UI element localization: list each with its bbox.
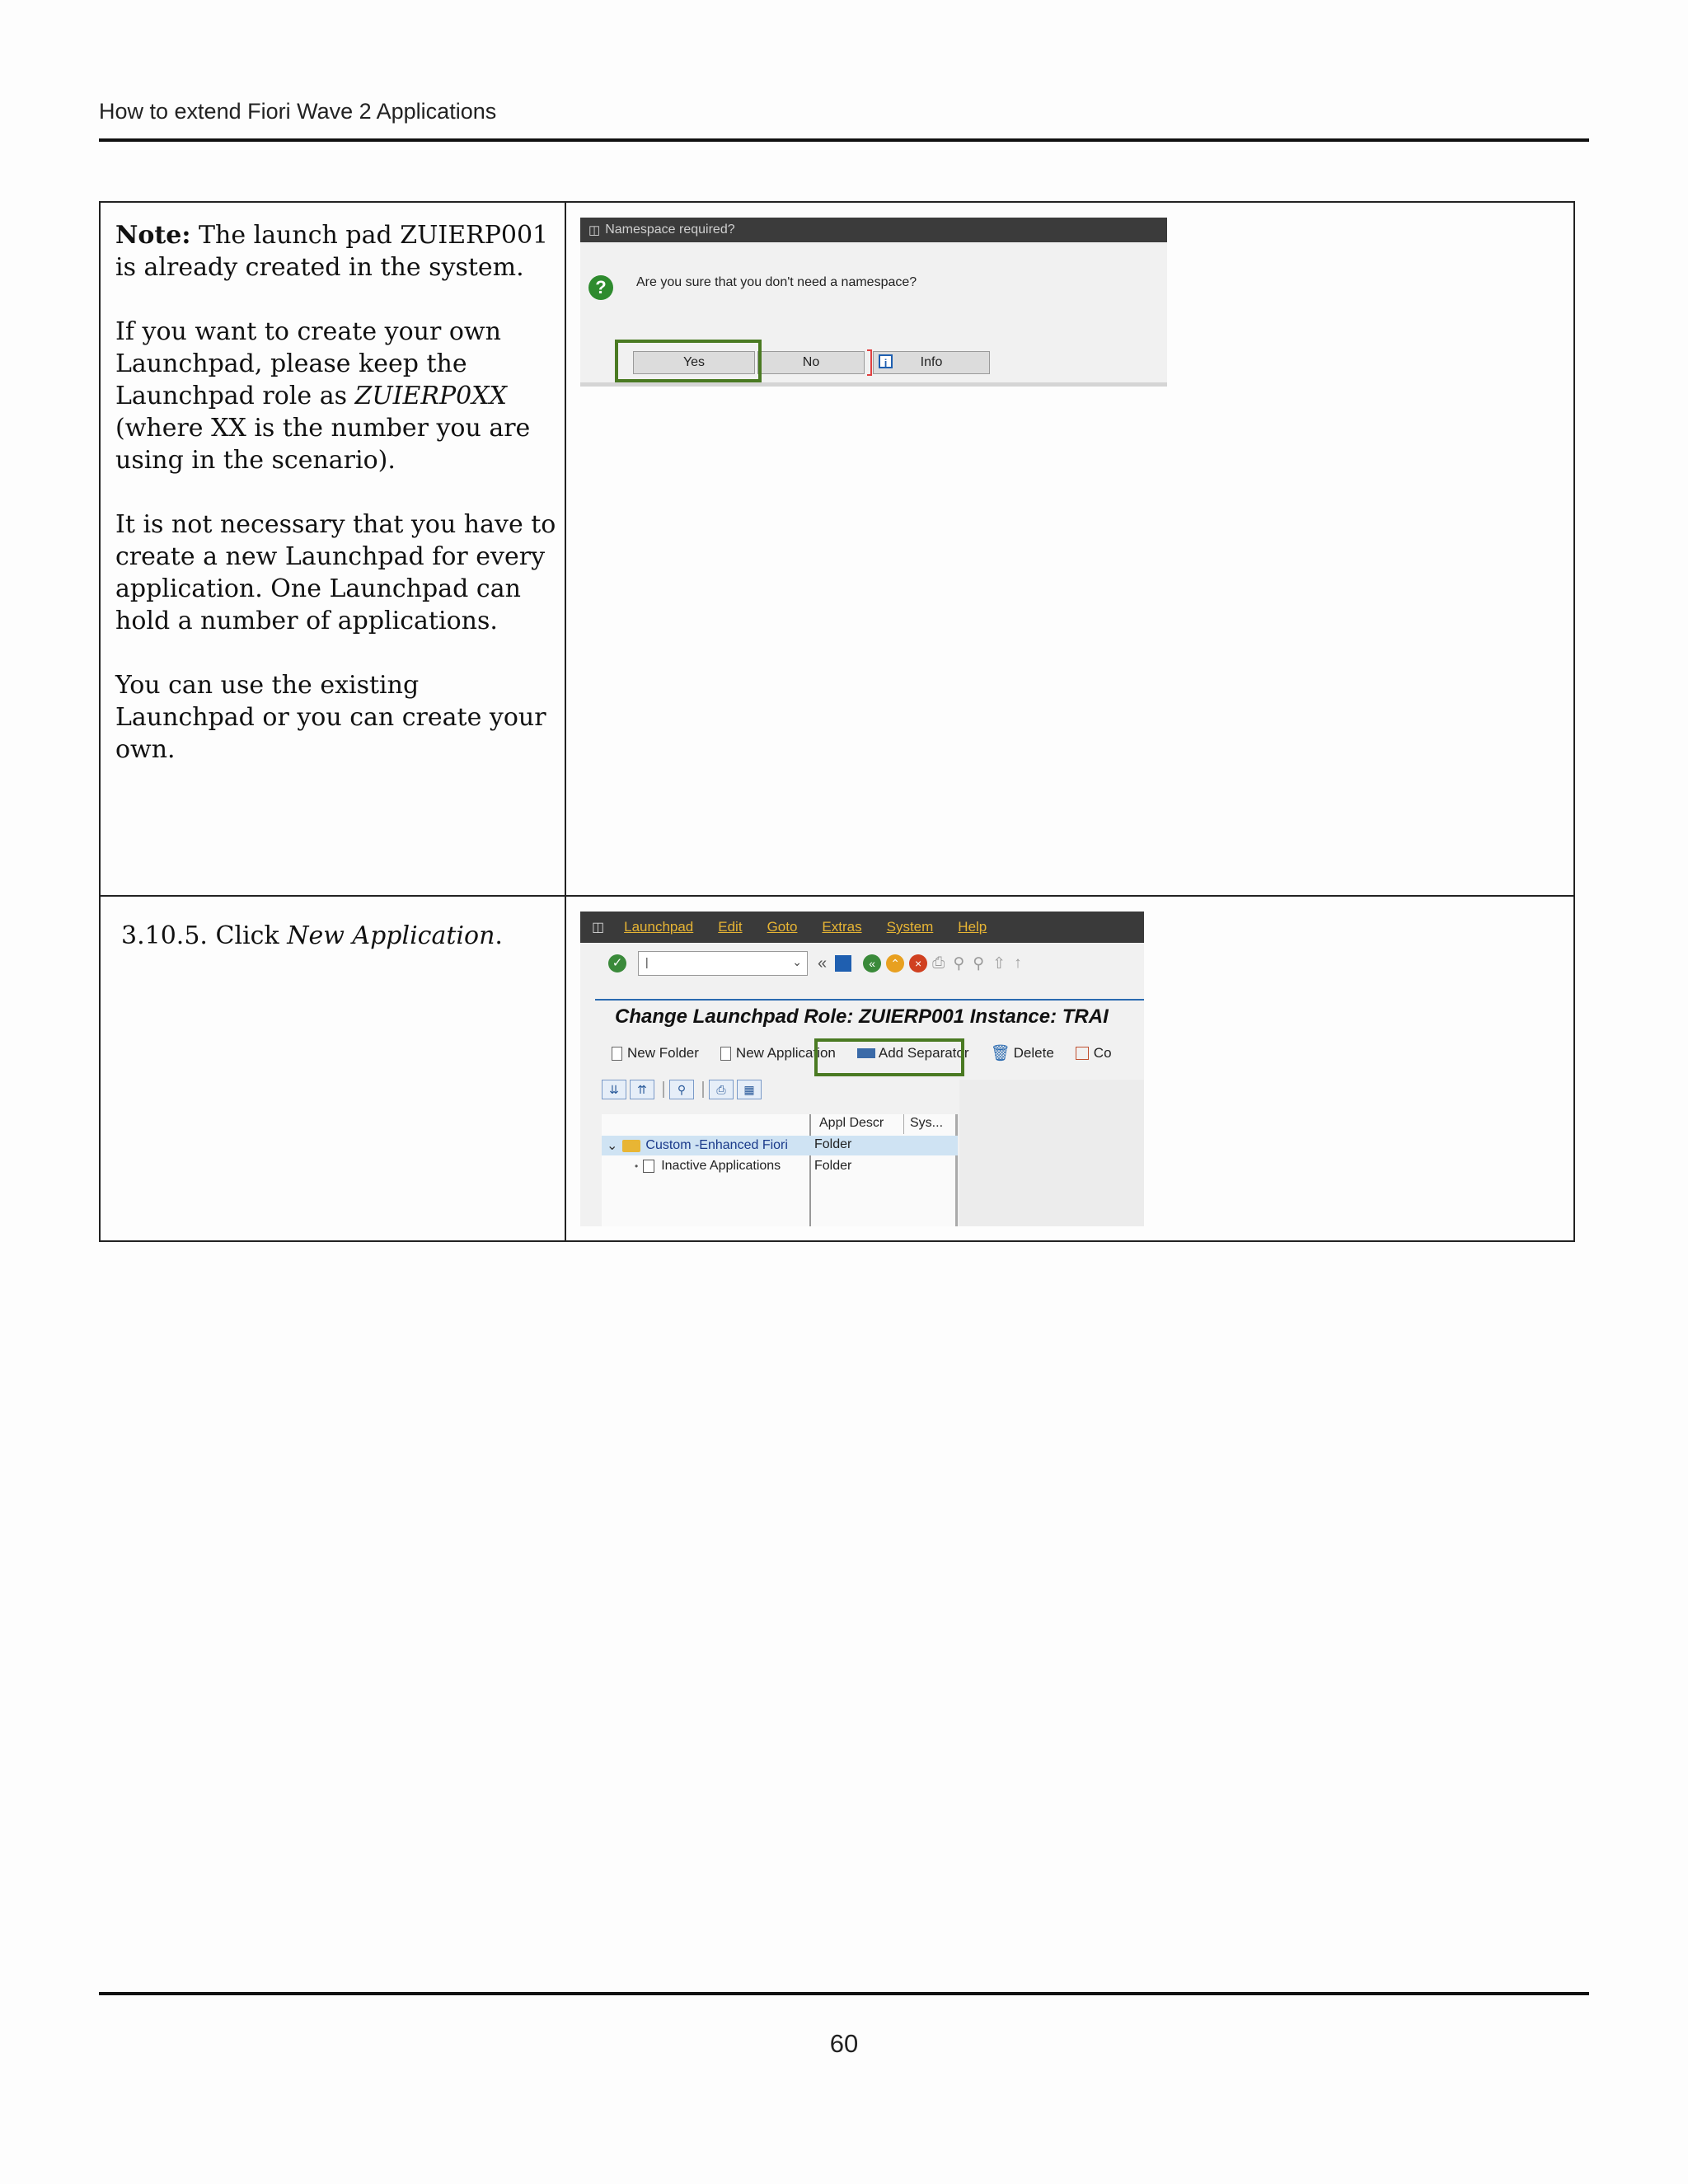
new-application-highlight-box (814, 1038, 964, 1076)
enter-check-icon[interactable]: ✓ (608, 954, 626, 972)
folder-open-icon (622, 1140, 640, 1152)
page-header-title: How to extend Fiori Wave 2 Applications (99, 99, 497, 124)
paragraph-role-before: If you want to create your own Launchpad, please keep the Launchpad role as (115, 317, 501, 410)
question-icon: ? (588, 275, 613, 300)
toolbar-divider (663, 1081, 664, 1098)
double-chevron-left-icon[interactable]: « (818, 954, 828, 972)
dialog-title-bar (580, 218, 1167, 242)
document-icon (720, 1047, 731, 1061)
chevron-down-icon[interactable]: ⌄ (792, 955, 802, 968)
menu-extras[interactable]: Extras (822, 919, 862, 935)
info-icon: i (879, 354, 893, 368)
instruction-table (99, 201, 1575, 1242)
focus-marker (867, 349, 872, 376)
tree-row-custom-folder[interactable] (607, 1137, 788, 1154)
dialog-bottom-edge (580, 382, 1167, 387)
cancel-icon[interactable]: × (909, 954, 927, 972)
no-button[interactable]: No (757, 351, 865, 374)
chevron-down-icon[interactable]: ⌄ (607, 1139, 618, 1153)
delete-button[interactable] (991, 1043, 1054, 1063)
tree-row-descr: Folder (814, 1137, 852, 1151)
column-header-appl-descr[interactable]: Appl Descr (819, 1116, 884, 1130)
layout-grid-icon[interactable]: ▦ (737, 1080, 762, 1099)
delete-label: Delete (1013, 1045, 1054, 1061)
sap-standard-toolbar (580, 943, 1144, 984)
screen-title: Change Launchpad Role: ZUIERP001 Instance: TRAI (615, 1005, 1109, 1028)
page-number: 60 (829, 2029, 859, 2058)
info-button[interactable]: Info (873, 351, 990, 374)
new-folder-label: New Folder (627, 1045, 699, 1061)
paragraph-role-name: ZUIERP0XX (354, 382, 507, 410)
find-icon[interactable]: ⚲ (953, 954, 965, 972)
column-divider (809, 1114, 811, 1226)
window-icon: ◫ (592, 921, 605, 935)
menu-edit[interactable]: Edit (718, 919, 743, 935)
menu-help[interactable]: Help (958, 919, 987, 935)
column-header-system[interactable]: Sys... (910, 1116, 944, 1130)
first-page-icon[interactable]: ⇧ (992, 954, 1006, 972)
paragraph-role-after: (where XX is the number you are using in the scenario). (115, 414, 531, 475)
binoculars-icon[interactable]: ⚲ (669, 1080, 694, 1099)
step-instruction (121, 920, 550, 952)
expand-all-icon[interactable]: ⇊ (602, 1080, 626, 1099)
menu-goto[interactable]: Goto (767, 919, 798, 935)
tree-row-inactive-apps[interactable] (635, 1159, 781, 1174)
copy-label: Co (1093, 1045, 1112, 1061)
save-icon[interactable] (835, 955, 851, 972)
note-text-block (115, 219, 556, 798)
command-field-value: | (645, 955, 649, 968)
bullet-icon: • (635, 1160, 639, 1172)
window-icon: ◫ (588, 223, 601, 237)
header-rule (99, 138, 1589, 142)
dialog-question: Are you sure that you don't need a namespace? (636, 275, 917, 289)
detail-pane (959, 1080, 1144, 1226)
toolbar-divider (702, 1081, 704, 1098)
document-icon (612, 1047, 622, 1061)
collapse-all-icon[interactable]: ⇈ (630, 1080, 654, 1099)
launchpad-screenshot (580, 912, 1144, 1226)
trash-icon: 🗑 (990, 1045, 1010, 1062)
new-application-label: New Application (735, 1045, 836, 1061)
paragraph-existing-launchpad: You can use the existing Launchpad or you can create your own. (115, 671, 546, 764)
command-field[interactable] (638, 951, 808, 976)
paragraph-new-launchpad: It is not necessary that you have to create a new Launchpad for every application. One Launchpad can hold a number of applications. (115, 510, 556, 635)
new-folder-button[interactable] (612, 1045, 699, 1062)
previous-page-icon[interactable]: ↑ (1014, 954, 1022, 972)
yes-button[interactable]: Yes (633, 351, 755, 374)
column-divider (903, 1114, 904, 1134)
exit-icon[interactable]: ⌃ (886, 954, 904, 972)
back-icon[interactable]: « (863, 954, 881, 972)
print-icon[interactable]: ⎙ (709, 1080, 734, 1099)
step-target: New Application (287, 921, 495, 950)
tree-row-name: Inactive Applications (661, 1159, 781, 1173)
copy-icon (1076, 1047, 1089, 1060)
role-tree (602, 1114, 958, 1226)
title-underline (595, 999, 1144, 1001)
copy-button[interactable] (1076, 1045, 1112, 1062)
dialog-title: Namespace required? (605, 223, 735, 237)
yes-highlight-box (615, 340, 762, 382)
namespace-dialog-screenshot (580, 218, 1167, 387)
document-list-icon (643, 1160, 654, 1173)
tree-row-name: Custom -Enhanced Fiori (645, 1138, 788, 1152)
step-suffix: . (495, 921, 503, 950)
sap-menu-bar (580, 912, 1144, 943)
row-divider (101, 895, 1573, 897)
note-label: Note: (115, 221, 191, 250)
print-icon[interactable]: ⎙ (932, 954, 945, 972)
find-next-icon[interactable]: ⚲ (973, 954, 985, 972)
footer-rule (99, 1992, 1589, 1995)
step-prefix: Click (215, 921, 288, 950)
step-number: 3.10.5. (121, 921, 208, 950)
column-divider (565, 203, 566, 1240)
tree-toolbar (602, 1080, 765, 1099)
note-text: The launch pad ZUIERP001 is already created in the system. (115, 221, 549, 282)
add-separator-label: Add Separator (878, 1045, 969, 1061)
menu-launchpad[interactable]: Launchpad (624, 919, 694, 935)
menu-system[interactable]: System (886, 919, 934, 935)
tree-row-descr: Folder (814, 1159, 852, 1173)
